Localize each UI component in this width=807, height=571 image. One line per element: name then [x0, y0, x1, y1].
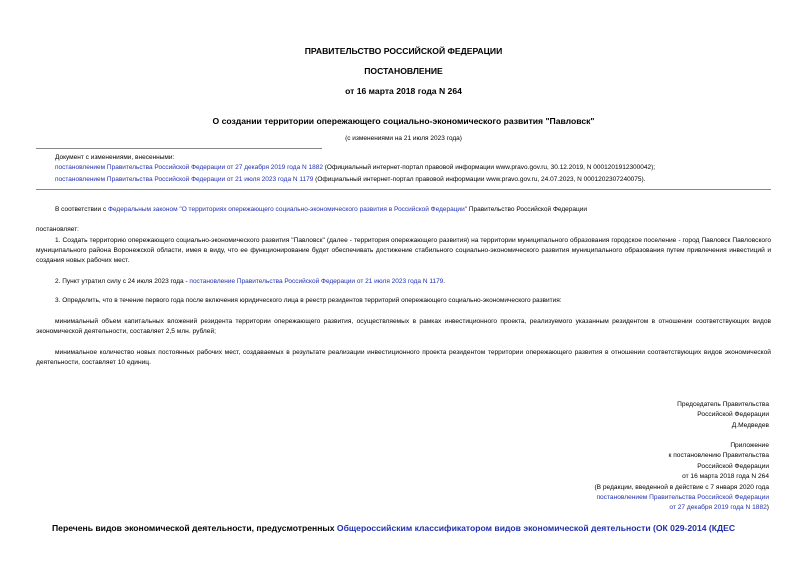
amendment-item-2: [55, 175, 646, 185]
preamble-start: В соответствии с: [55, 206, 109, 213]
paragraph-2-end: .: [443, 278, 446, 285]
signature-line-3: Д.Медведев: [731, 421, 769, 429]
appendix-list-heading: [52, 523, 735, 533]
appendix-amendment-end: ): [766, 504, 769, 512]
paragraph-3: 3. Определить, что в течение первого года после включения юридического лица в реестр резидентов территорий опережающего социально-экономического развития:: [55, 297, 562, 304]
appendix-list-heading-text: Перечень видов экономической деятельности, предусмотренных: [52, 523, 337, 533]
signature-line-1: Председатель Правительства: [677, 401, 769, 408]
okved-classifier-link[interactable]: Общероссийским классификатором видов экономической деятельности (ОК 029-2014 (КДЕС: [336, 523, 736, 533]
paragraph-4: минимальный объем капитальных вложений резидента территории опережающего развития, осуществляемых в рамках инвестиционного проекта, реализуемого указанным резидентом в отношении соответствующих видов экономической деятельности, составляет 2,5 млн. рублей;: [36, 318, 771, 336]
preamble: [55, 205, 587, 215]
document-title: О создании территории опережающего социально-экономического развития "Павловск": [212, 116, 595, 126]
federal-law-link[interactable]: Федеральным законом "О территориях опережающего социально-экономического развития в Российской Федерации": [108, 206, 468, 213]
changes-note: (с изменениями на 21 июля 2023 года): [345, 135, 462, 142]
appendix-amendment-link-2[interactable]: от 27 декабря 2019 года N 1882: [669, 504, 767, 512]
appendix-line-3: Российской Федерации: [697, 462, 769, 470]
amendment-2-link[interactable]: постановлением Правительства Российской Федерации от 21 июля 2023 года N 1179: [55, 176, 314, 183]
amendment-item-1: [55, 163, 655, 173]
date-number-heading: от 16 марта 2018 года N 264: [345, 86, 462, 96]
paragraph-2-link[interactable]: постановление Правительства Российской Федерации от 21 июля 2023 года N 1179: [189, 278, 444, 285]
paragraph-2-text: 2. Пункт утратил силу с 24 июля 2023 года -: [55, 278, 190, 285]
appendix-line-2: к постановлению Правительства: [668, 452, 769, 460]
preamble-end: Правительство Российской Федерации: [467, 206, 587, 213]
government-heading: ПРАВИТЕЛЬСТВО РОССИЙСКОЙ ФЕДЕРАЦИИ: [304, 46, 503, 56]
amendment-2-text: (Официальный интернет-портал правовой информации www.pravo.gov.ru, 24.07.2023, N 0001202307240075).: [313, 176, 646, 183]
appendix-line-5: (В редакции, введенной в действие с 7 января 2020 года: [594, 483, 769, 491]
paragraph-5: минимальное количество новых постоянных рабочих мест, создаваемых в результате реализации инвестиционного проекта резидентом территории опережающего развития в отношении соответствующих видов экономической деятельности, составляет 10 единиц.: [36, 349, 771, 367]
appendix-line-1: Приложение: [730, 442, 769, 449]
doc-type-heading: ПОСТАНОВЛЕНИЕ: [364, 66, 443, 76]
signature-line-2: Российской Федерации: [697, 411, 769, 419]
paragraph-1: 1. Создать территорию опережающего социально-экономического развития "Павловск" (далее - территория опережающего развития) на территории муниципального образования городское поселение - город Павловск Павловского муниципального района Воронежской области, имея в виду, что ее функционирование будет обеспечивать достижение стабильного социально-экономического развития муниципального образования путем привлечения инвестиций и создания новых рабочих мест.: [36, 237, 771, 265]
amendments-bottom-rule: [36, 189, 771, 190]
amendments-top-rule: [36, 148, 322, 149]
amendment-1-text: (Официальный интернет-портал правовой информации www.pravo.gov.ru, 30.12.2019, N 0001201912300042);: [322, 164, 656, 171]
amendment-1-link[interactable]: постановлением Правительства Российской Федерации от 27 декабря 2019 года N 1882: [55, 164, 323, 171]
signature-block: [677, 400, 769, 431]
paragraph-2: [55, 277, 445, 287]
appendix-block: [594, 441, 769, 514]
amendments-intro: Документ с изменениями, внесенными:: [55, 154, 175, 161]
appendix-line-4: от 16 марта 2018 года N 264: [682, 473, 769, 481]
decrees-word: постановляет:: [36, 226, 79, 233]
appendix-amendment-link-1[interactable]: постановлением Правительства Российской Федерации: [596, 494, 769, 502]
